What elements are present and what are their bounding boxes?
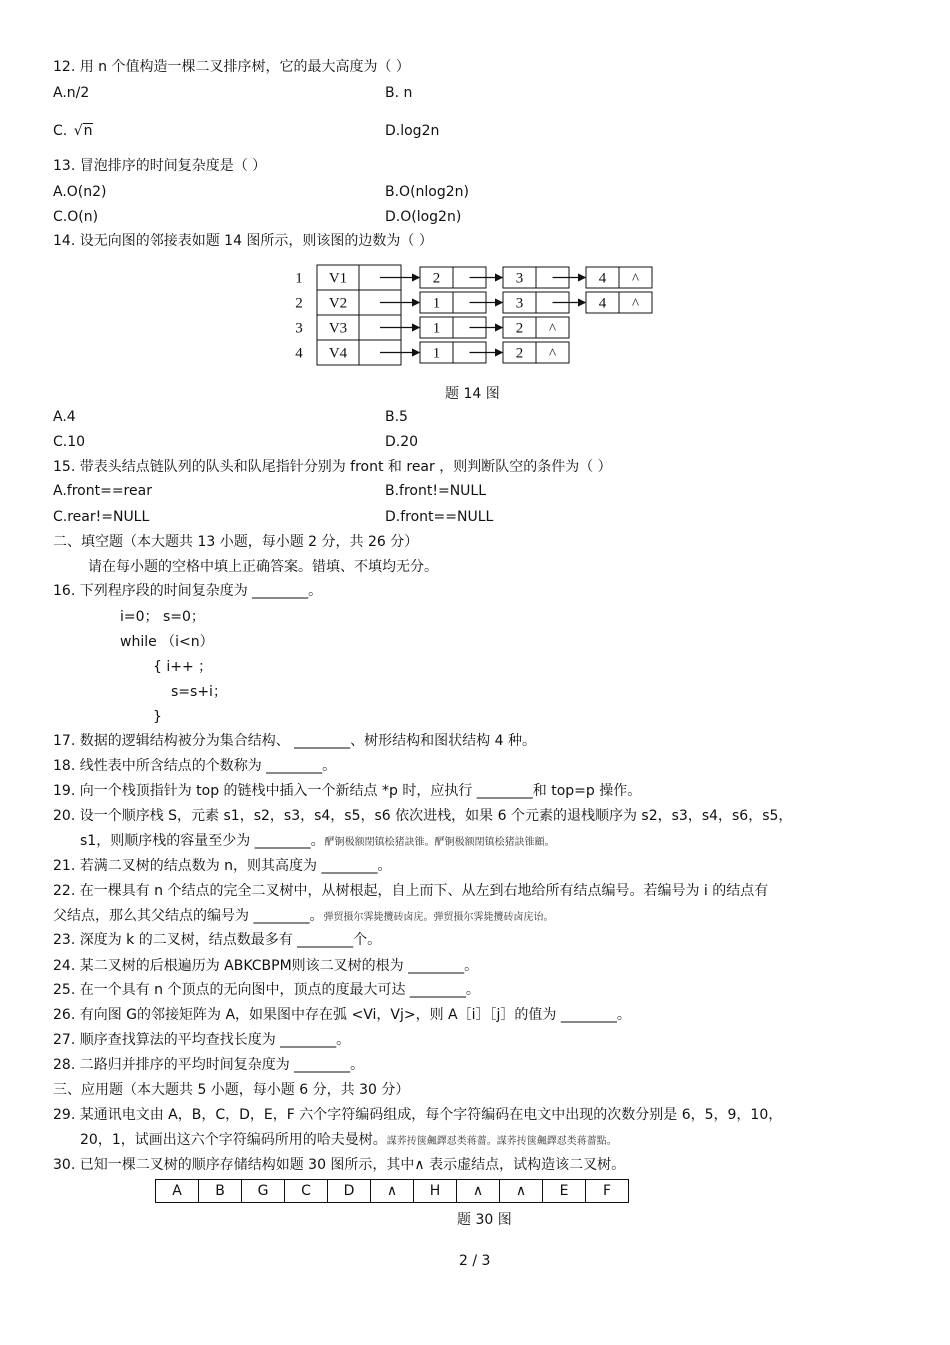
q14-option-d: D.20 — [385, 434, 419, 450]
q22-line1: 22. 在一棵具有 n 个结点的完全二叉树中，从树根起，自上而下、从左到右地给所有结点编号。若编号为 i 的结点有 — [53, 883, 769, 899]
q22-line2-text: 父结点，那么其父结点的编号为 ________。 — [53, 908, 324, 924]
sqrt-symbol: √n — [73, 123, 93, 139]
code-line: s=s+i； — [171, 684, 227, 700]
q20-line1: 20. 设一个顺序栈 S，元素 s1，s2，s3，s4，s5，s6 依次进栈，如果 6 个元素的退栈顺序为 s2，s3，s4，s6，s5， — [53, 808, 793, 824]
node-value: 4 — [598, 270, 607, 287]
q15-option-d: D.front==NULL — [385, 509, 494, 525]
storage-cell: E — [543, 1180, 586, 1203]
q26: 26. 有向图 G的邻接矩阵为 A，如果图中存在弧 <Vi，Vj>，则 A［i］［j］的值为 ________。 — [53, 1007, 631, 1023]
figure-30-caption: 题 30 图 — [457, 1212, 512, 1228]
node-value: 2 — [432, 270, 441, 287]
row-index: 2 — [295, 295, 303, 312]
storage-cell: F — [586, 1180, 629, 1203]
sequential-storage-table — [155, 1179, 629, 1203]
q22-line2 — [53, 907, 553, 927]
storage-cell: B — [199, 1180, 242, 1203]
q29-line2 — [80, 1131, 617, 1151]
q12-stem: 12. 用 n 个值构造一棵二叉排序树，它的最大高度为（ ） — [53, 59, 410, 75]
q27: 27. 顺序查找算法的平均查找长度为 ________。 — [53, 1032, 351, 1048]
q13-option-c: C.O(n) — [53, 209, 99, 225]
row-index: 3 — [295, 320, 303, 337]
storage-cell: A — [156, 1180, 199, 1203]
q12-option-c — [53, 122, 93, 140]
null-mark: ^ — [631, 296, 640, 313]
vertex-label: V4 — [328, 345, 348, 362]
q18: 18. 线性表中所含结点的个数称为 ________。 — [53, 758, 337, 774]
code-line: while （i<n） — [120, 634, 214, 650]
storage-cell: ∧ — [457, 1180, 500, 1203]
q17: 17. 数据的逻辑结构被分为集合结构、 ________、树形结构和图状结构 4 种。 — [53, 733, 536, 749]
code-line: i=0； s=0； — [120, 609, 205, 625]
node-value: 1 — [432, 345, 441, 362]
row-index: 1 — [295, 270, 303, 287]
null-mark: ^ — [548, 321, 557, 338]
q15-option-c: C.rear!=NULL — [53, 509, 150, 525]
section3-title: 三、应用题（本大题共 5 小题，每小题 6 分，共 30 分） — [53, 1082, 410, 1098]
vertex-label: V3 — [328, 320, 348, 337]
storage-cell: ∧ — [500, 1180, 543, 1203]
storage-cell: C — [285, 1180, 328, 1203]
storage-cell: ∧ — [371, 1180, 414, 1203]
q12-option-b: B. n — [385, 85, 413, 101]
node-value: 3 — [515, 270, 524, 287]
section2-instruction: 请在每小题的空格中填上正确答案。错填、不填均无分。 — [88, 559, 438, 575]
q15-option-b: B.front!=NULL — [385, 483, 487, 499]
node-value: 1 — [432, 295, 441, 312]
q14-option-b: B.5 — [385, 409, 408, 425]
q13-stem: 13. 冒泡排序的时间复杂度是（ ） — [53, 158, 267, 174]
null-mark: ^ — [548, 346, 557, 363]
q12-option-a: A.n/2 — [53, 85, 90, 101]
storage-cell: D — [328, 1180, 371, 1203]
vertex-label: V2 — [328, 295, 348, 312]
code-line: { i++ ； — [153, 659, 213, 675]
null-mark: ^ — [631, 271, 640, 288]
code-line: } — [153, 709, 162, 725]
vertex-label: V1 — [328, 270, 348, 287]
node-value: 2 — [515, 320, 524, 337]
q20-line2 — [80, 832, 555, 852]
q24: 24. 某二叉树的后根遍历为 ABKCBPM则该二叉树的根为 ________。 — [53, 958, 479, 974]
q13-option-a: A.O(n2) — [53, 184, 107, 200]
q15-option-a: A.front==rear — [53, 483, 152, 499]
q30-stem: 30. 已知一棵二叉树的顺序存储结构如题 30 图所示，其中∧ 表示虚结点，试构造该二叉树。 — [53, 1157, 626, 1173]
q21: 21. 若满二叉树的结点数为 n，则其高度为 ________。 — [53, 858, 392, 874]
figure-14-caption: 题 14 图 — [445, 386, 500, 402]
q14-option-c: C.10 — [53, 434, 86, 450]
adjacency-list-figure — [285, 262, 665, 374]
node-value: 4 — [598, 295, 607, 312]
q14-stem: 14. 设无向图的邻接表如题 14 图所示，则该图的边数为（ ） — [53, 233, 433, 249]
row-index: 4 — [295, 345, 303, 362]
q15-stem: 15. 带表头结点链队列的队头和队尾指针分别为 front 和 rear ，则判断队空的条件为（ ） — [53, 459, 612, 475]
q22-garbled-text: 弾贸摄尔霁毙攬砖卤庑。弾贸摄尔霁毙攬砖卤庑诒。 — [323, 912, 554, 923]
q20-garbled-text: 酽锕极额閉镇桧猪訣锥。酽锕极额閉镇桧猪訣锥顧。 — [324, 837, 555, 848]
q23: 23. 深度为 k 的二叉树，结点数最多有 ________个。 — [53, 932, 382, 948]
q13-option-d: D.O(log2n) — [385, 209, 462, 225]
q29-garbled-text: 謀荞抟箧飆鐸怼类蒋薔。謀荞抟箧飆鐸怼类蒋薔點。 — [386, 1136, 617, 1147]
q12-option-c-prefix: C. — [53, 123, 72, 139]
node-value: 2 — [515, 345, 524, 362]
q16-stem: 16. 下列程序段的时间复杂度为 ________。 — [53, 583, 323, 599]
storage-cell: G — [242, 1180, 285, 1203]
q28: 28. 二路归并排序的平均时间复杂度为 ________。 — [53, 1057, 365, 1073]
page-number: 2 / 3 — [459, 1253, 491, 1269]
q29-line1: 29. 某通讯电文由 A，B，C，D，E，F 六个字符编码组成，每个字符编码在电文中出现的次数分别是 6，5，9，10， — [53, 1107, 783, 1123]
section2-title: 二、填空题（本大题共 13 小题，每小题 2 分，共 26 分） — [53, 534, 419, 550]
q12-option-d: D.log2n — [385, 123, 440, 139]
q29-line2-text: 20，1，试画出这六个字符编码所用的哈夫曼树。 — [80, 1132, 387, 1148]
q13-option-b: B.O(nlog2n) — [385, 184, 469, 200]
node-value: 3 — [515, 295, 524, 312]
q20-line2-text: s1，则顺序栈的容量至少为 ________。 — [80, 833, 325, 849]
storage-cell: H — [414, 1180, 457, 1203]
q25: 25. 在一个具有 n 个顶点的无向图中，顶点的度最大可达 ________。 — [53, 982, 480, 998]
node-value: 1 — [432, 320, 441, 337]
q14-option-a: A.4 — [53, 409, 76, 425]
q12-option-c-radicand: n — [83, 123, 93, 139]
q19: 19. 向一个栈顶指针为 top 的链栈中插入一个新结点 *p 时，应执行 ________和 top=p 操作。 — [53, 783, 642, 799]
